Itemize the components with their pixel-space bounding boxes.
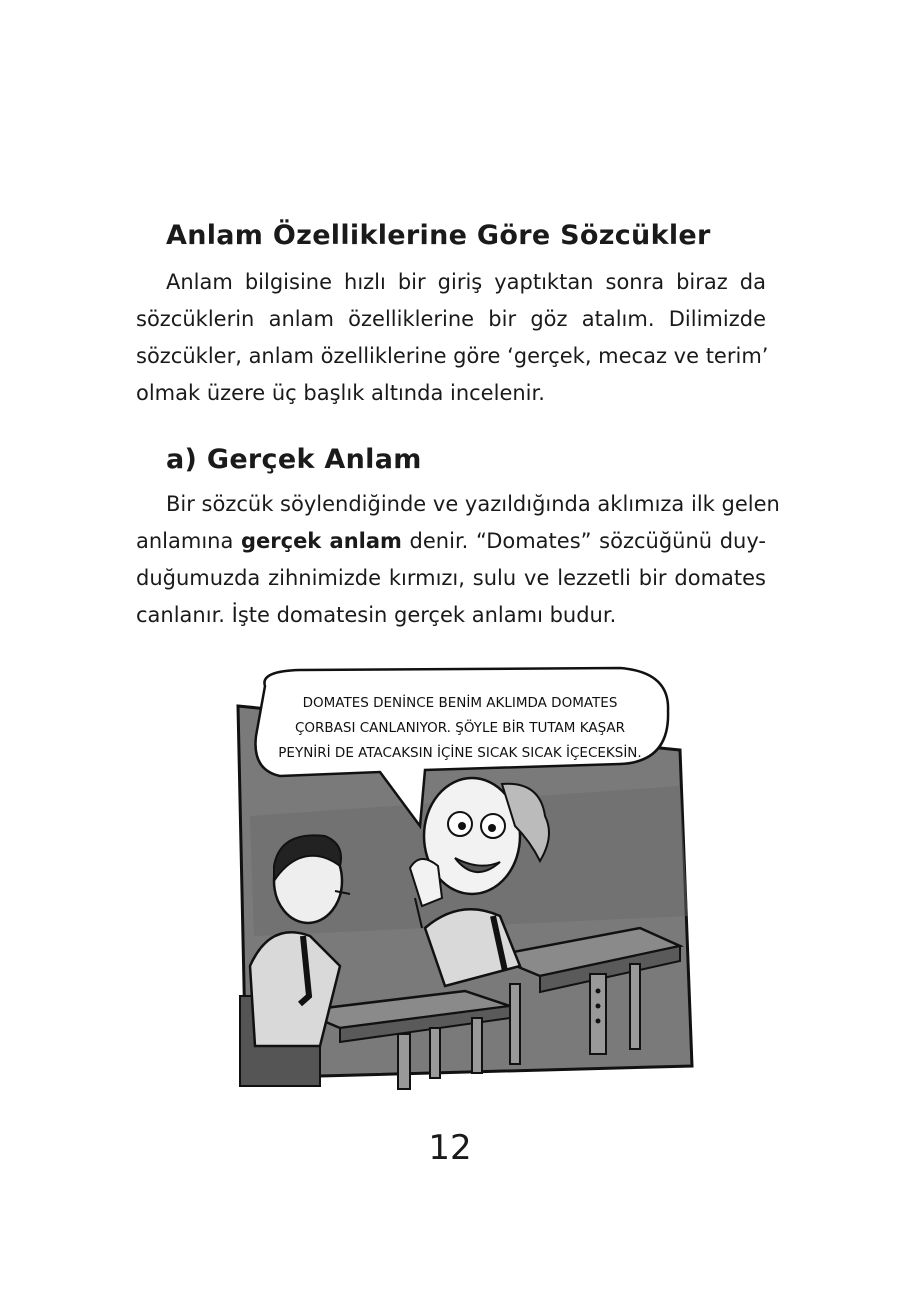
comic-illustration: [210, 666, 700, 1096]
paragraph-line: sözcükler, anlam özelliklerine göre ‘gerçek, mecaz ve terim’: [136, 344, 769, 368]
speech-line-3: PEYNİRİ DE ATACAKSIN İÇİNE SICAK SICAK İÇECEKSİN.: [278, 745, 642, 761]
paragraph-line: olmak üzere üç başlık altında incelenir.: [136, 381, 545, 405]
paragraph-line: duğumuzda zihnimizde kırmızı, sulu ve lezzetli bir domates: [136, 566, 766, 590]
paragraph-line: Bir sözcük söylendiğinde ve yazıldığında aklımıza ilk gelen: [166, 492, 780, 516]
paragraph-line: canlanır. İşte domatesin gerçek anlamı budur.: [136, 603, 617, 627]
paragraph-line: Anlam bilgisine hızlı bir giriş yaptıktan sonra biraz da: [166, 270, 766, 294]
section-title: Anlam Özelliklerine Göre Sözcükler: [166, 220, 711, 251]
paragraph-line: sözcüklerin anlam özelliklerine bir göz atalım. Dilimizde: [136, 307, 766, 331]
term-highlight: gerçek anlam: [240, 529, 402, 553]
page-number: 12: [428, 1128, 472, 1168]
paragraph-line-with-term: [136, 523, 766, 560]
text-segment: denir. “Domates” sözcüğünü duy-: [401, 529, 766, 553]
text-segment: anlamına: [136, 529, 241, 553]
definition-paragraph: [136, 486, 780, 634]
speech-line-1: DOMATES DENİNCE BENİM AKLIMDA DOMATES: [302, 695, 618, 711]
intro-paragraph: [136, 264, 769, 412]
subsection-title: a) Gerçek Anlam: [166, 444, 422, 475]
speech-line-2: ÇORBASI CANLANIYOR. ŞÖYLE BİR TUTAM KAŞAR: [294, 720, 626, 736]
